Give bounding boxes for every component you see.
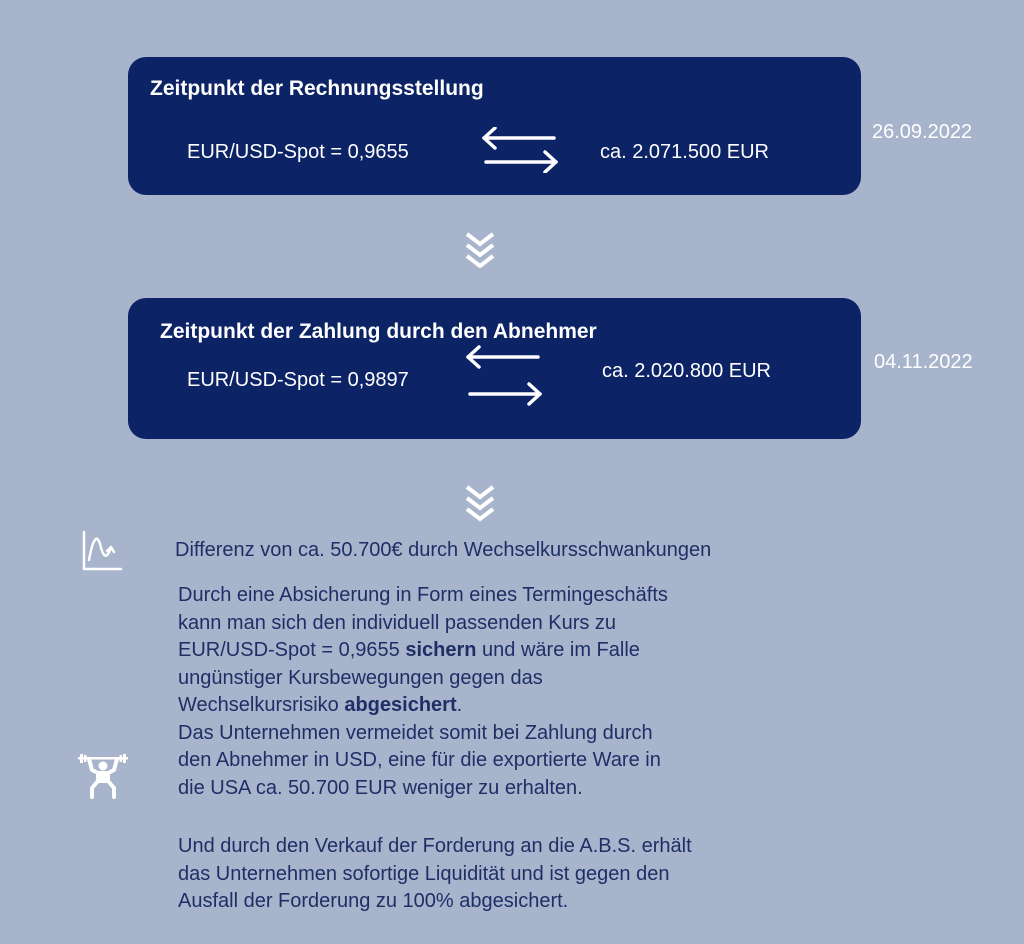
secure-emphasis: sichern xyxy=(405,639,477,661)
hedge-line: ungünstiger Kursbewegungen gegen das xyxy=(178,666,543,689)
factoring-explanation xyxy=(178,833,692,916)
hedge-line: den Abnehmer in USD, eine für die exportierte Ware in xyxy=(178,749,661,771)
invoice-time-box xyxy=(128,57,861,195)
payment-time-title: Zeitpunkt der Zahlung durch den Abnehmer xyxy=(160,320,597,343)
factoring-line: Und durch den Verkauf der Forderung an die A.B.S. erhält xyxy=(178,835,692,857)
weightlifter-icon xyxy=(77,754,129,800)
hedge-line: Wechselkursrisiko abgesichert. xyxy=(178,694,463,716)
invoice-time-title: Zeitpunkt der Rechnungsstellung xyxy=(150,77,484,100)
payment-spot-rate: EUR/USD-Spot = 0,9897 xyxy=(187,369,409,391)
factoring-line: das Unternehmen sofortige Liquidität und ist gegen den xyxy=(178,862,670,885)
invoice-amount: ca. 2.071.500 EUR xyxy=(600,141,769,163)
line-chart-icon xyxy=(81,530,123,572)
double-chevron-down-icon xyxy=(464,484,496,524)
invoice-spot-rate: EUR/USD-Spot = 0,9655 xyxy=(187,141,409,163)
payment-amount: ca. 2.020.800 EUR xyxy=(602,360,771,382)
hedged-emphasis: abgesichert xyxy=(344,694,457,716)
payment-date: 04.11.2022 xyxy=(874,351,973,373)
payment-time-box xyxy=(128,298,861,439)
invoice-date: 26.09.2022 xyxy=(872,121,973,143)
exchange-arrows-icon xyxy=(464,344,544,406)
hedge-line: kann man sich den individuell passenden Kurs zu xyxy=(178,611,617,634)
double-chevron-down-icon xyxy=(464,231,496,271)
hedge-explanation xyxy=(178,582,668,802)
hedge-line: Das Unternehmen vermeidet somit bei Zahlung durch xyxy=(178,721,653,744)
exchange-arrows-icon xyxy=(480,127,560,173)
difference-text: Differenz von ca. 50.700€ durch Wechselkursschwankungen xyxy=(175,539,712,561)
hedge-line: die USA ca. 50.700 EUR weniger zu erhalten. xyxy=(178,776,583,799)
hedge-line: EUR/USD-Spot = 0,9655 sichern und wäre im Falle xyxy=(178,639,640,661)
factoring-line: Ausfall der Forderung zu 100% abgesichert. xyxy=(178,890,569,912)
hedge-line: Durch eine Absicherung in Form eines Termingeschäfts xyxy=(178,584,668,606)
